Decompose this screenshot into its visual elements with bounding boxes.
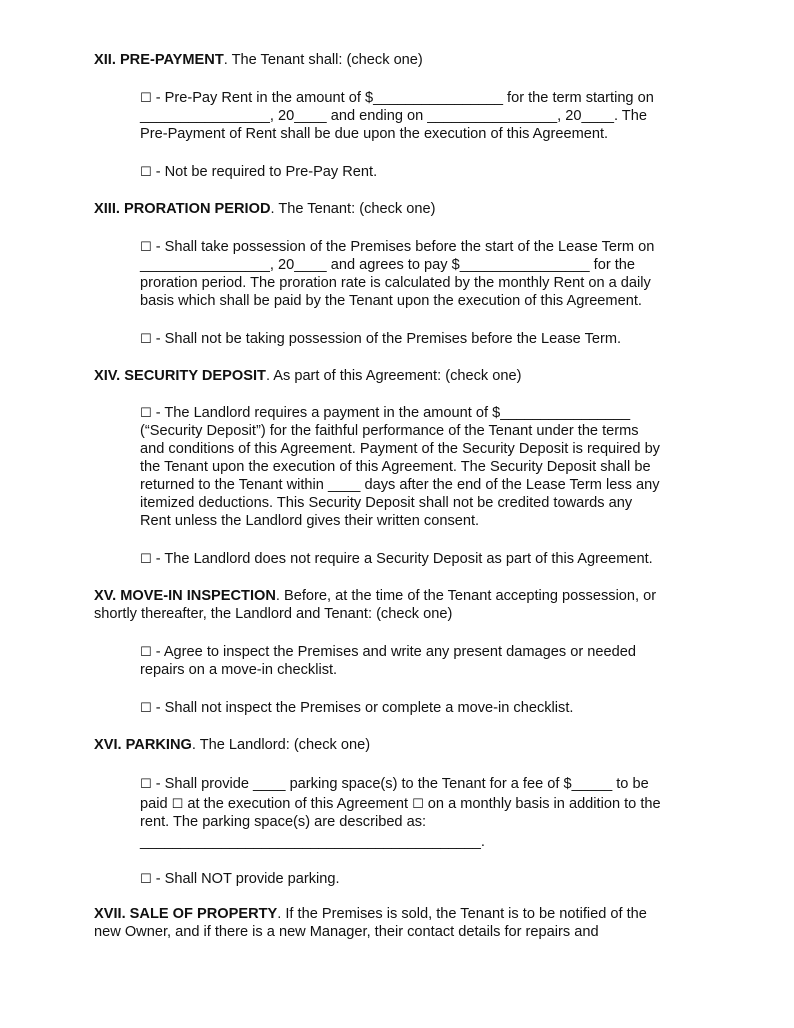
checkbox-provide-parking[interactable]: ☐ — [140, 777, 152, 792]
option-text: - The Landlord requires a payment in the amount of $________________ — [151, 405, 631, 421]
option-text: - Agree to inspect the Premises and write any present damages or needed — [151, 644, 636, 660]
option-text: on a monthly basis in addition to the — [423, 796, 661, 812]
checkbox-no-prepay[interactable]: ☐ — [140, 165, 152, 180]
checkbox-no-early-possession[interactable]: ☐ — [140, 332, 152, 347]
section-xv-intro-line-2: shortly thereafter, the Landlord and Tenant: (check one) — [94, 606, 453, 622]
section-xv-intro: . Before, at the time of the Tenant accepting possession, or — [275, 588, 657, 604]
section-xvi-title: XVI. PARKING — [94, 737, 192, 753]
section-xiv-option-1-line-4: the Tenant upon the execution of this Agreement. The Security Deposit shall be — [140, 459, 651, 475]
section-xvi-option-1-line-3: rent. The parking space(s) are described as: — [140, 814, 427, 830]
section-xii-heading — [94, 51, 423, 69]
option-text: - Shall take possession of the Premises before the start of the Lease Term on — [151, 239, 655, 255]
section-xii-option-2 — [140, 163, 377, 182]
section-xvii-heading — [94, 905, 647, 923]
section-xvi-option-2 — [140, 870, 340, 889]
option-text: at the execution of this Agreement — [183, 796, 413, 812]
option-text: - Shall provide ____ parking space(s) to the Tenant for a fee of $_____ to be — [151, 776, 649, 792]
checkbox-prepay-rent[interactable]: ☐ — [140, 91, 152, 106]
section-xv-option-2 — [140, 699, 573, 718]
section-xv-heading — [94, 587, 656, 605]
section-xiv-title: XIV. SECURITY DEPOSIT — [94, 368, 266, 384]
section-xv-option-1 — [140, 643, 636, 662]
section-xii-option-1-line-2: ________________, 20____ and ending on ________________, 20____. The — [140, 108, 647, 124]
section-xv-option-1-line-2: repairs on a move-in checklist. — [140, 662, 338, 678]
section-xiii-title: XIII. PRORATION PERIOD — [94, 201, 271, 217]
section-xiii-option-2 — [140, 330, 621, 349]
section-xiv-option-1 — [140, 404, 630, 423]
section-xii-title: XII. PRE-PAYMENT — [94, 52, 224, 68]
section-xiv-intro: . As part of this Agreement: (check one) — [265, 368, 522, 384]
section-xiv-option-2 — [140, 550, 653, 569]
checkbox-no-deposit[interactable]: ☐ — [140, 552, 152, 567]
section-xv-title: XV. MOVE-IN INSPECTION — [94, 588, 276, 604]
section-xiii-option-1-line-3: proration period. The proration rate is calculated by the monthly Rent on a daily — [140, 275, 651, 291]
checkbox-no-parking[interactable]: ☐ — [140, 872, 152, 887]
option-text: paid — [140, 796, 172, 812]
checkbox-deposit-required[interactable]: ☐ — [140, 406, 152, 421]
option-text: - Shall not be taking possession of the Premises before the Lease Term. — [151, 331, 622, 347]
section-xvii-intro-line-2: new Owner, and if there is a new Manager, their contact details for repairs and — [94, 924, 599, 940]
section-xiv-option-1-line-7: Rent unless the Landlord gives their written consent. — [140, 513, 480, 529]
option-text: - Pre-Pay Rent in the amount of $________________ for the term starting on — [151, 90, 654, 106]
section-xii-intro: . The Tenant shall: (check one) — [223, 52, 423, 68]
section-xiv-heading — [94, 367, 521, 385]
section-xii-option-1 — [140, 89, 654, 108]
section-xvii-title: XVII. SALE OF PROPERTY — [94, 906, 278, 922]
section-xvii-intro: . If the Premises is sold, the Tenant is to be notified of the — [277, 906, 647, 922]
section-xiii-intro: . The Tenant: (check one) — [270, 201, 436, 217]
option-text: - Not be required to Pre-Pay Rent. — [151, 164, 378, 180]
section-xiii-heading — [94, 200, 435, 218]
checkbox-inspect[interactable]: ☐ — [140, 645, 152, 660]
option-text: - Shall not inspect the Premises or complete a move-in checklist. — [151, 700, 574, 716]
section-xvi-option-1-line-2 — [140, 795, 661, 814]
section-xii-option-1-line-3: Pre-Payment of Rent shall be due upon the execution of this Agreement. — [140, 126, 609, 142]
section-xvi-option-1 — [140, 775, 649, 794]
section-xiv-option-1-line-6: itemized deductions. This Security Deposit shall not be credited towards any — [140, 495, 633, 511]
checkbox-early-possession[interactable]: ☐ — [140, 240, 152, 255]
checkbox-paid-at-execution[interactable]: ☐ — [171, 797, 184, 812]
section-xiii-option-1-line-4: basis which shall be paid by the Tenant upon the execution of this Agreement. — [140, 293, 642, 309]
checkbox-paid-monthly[interactable]: ☐ — [412, 797, 424, 812]
option-text: - Shall NOT provide parking. — [151, 871, 340, 887]
section-xiv-option-1-line-3: and conditions of this Agreement. Payment of the Security Deposit is required by — [140, 441, 660, 457]
option-text: - The Landlord does not require a Security Deposit as part of this Agreement. — [151, 551, 653, 567]
section-xiv-option-1-line-2: (“Security Deposit”) for the faithful performance of the Tenant under the terms — [140, 423, 639, 439]
section-xiv-option-1-line-5: returned to the Tenant within ____ days after the end of the Lease Term less any — [140, 477, 660, 493]
parking-description-blank[interactable]: __________________________________________. — [140, 834, 485, 850]
section-xvi-intro: . The Landlord: (check one) — [191, 737, 371, 753]
section-xiii-option-1-line-2: ________________, 20____ and agrees to pay $________________ for the — [140, 257, 636, 273]
section-xvi-heading — [94, 736, 370, 754]
section-xiii-option-1 — [140, 238, 654, 257]
checkbox-no-inspect[interactable]: ☐ — [140, 701, 152, 716]
